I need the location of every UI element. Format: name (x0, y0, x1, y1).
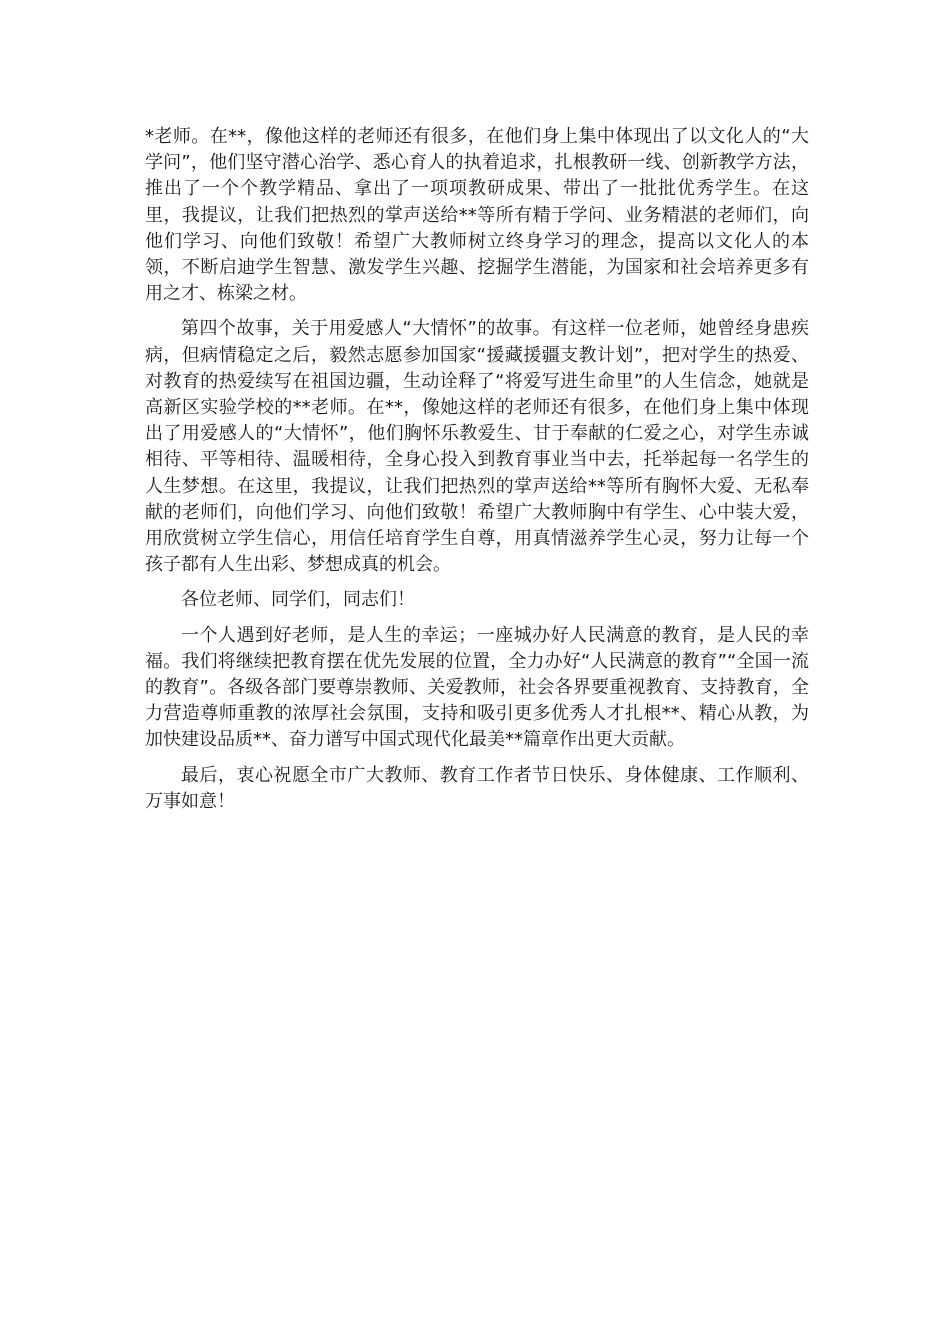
paragraph-good-teacher: 一个人遇到好老师，是人生的幸运；一座城办好人民满意的教育，是人民的幸福。我们将继续把教育摆在优先发展的位置，全力办好“人民满意的教育”“全国一流的教育”。各级各部门要尊崇教师、关爱教师，社会各界要重视教育、支持教育，全力营造尊师重教的浓厚社会氛围，支持和吸引更多优秀人才扎根**、精心从教，为加快建设品质**、奋力谱写中国式现代化最美**篇章作出更大贡献。 (145, 624, 809, 751)
document-body (145, 124, 809, 824)
paragraph-salutation: 各位老师、同学们，同志们！ (181, 589, 415, 611)
paragraph-fourth-story: 第四个故事，关于用爱感人“大情怀”的故事。有这样一位老师，她曾经身患疾病，但病情稳定之后，毅然志愿参加国家“援藏援疆支教计划”，把对学生的热爱、对教育的热爱续写在祖国边疆，生动诠释了“将爱写进生命里”的人生信念，她就是高新区实验学校的**老师。在**，像她这样的老师还有很多，在他们身上集中体现出了用爱感人的“大情怀”，他们胸怀乐教爱生、甘于奉献的仁爱之心，对学生赤诚相待、平等相待、温暖相待，全身心投入到教育事业当中去，托举起每一名学生的人生梦想。在这里，我提议，让我们把热烈的掌声送给**等所有胸怀大爱、无私奉献的老师们，向他们学习、向他们致敬！希望广大教师胸中有学生、心中装大爱，用欣赏树立学生信心，用信任培育学生自尊，用真情滋养学生心灵，努力让每一个孩子都有人生出彩、梦想成真的机会。 (145, 318, 809, 576)
paragraph-closing-wishes: 最后，衷心祝愿全市广大教师、教育工作者节日快乐、身体健康、工作顺利、万事如意！ (145, 764, 809, 812)
paragraph-continuation: *老师。在**，像他这样的老师还有很多，在他们身上集中体现出了以文化人的“大学问”，他们坚守潜心治学、悉心育人的执着追求，扎根教研一线、创新教学方法，推出了一个个教学精品、拿出了一项项教研成果、带出了一批批优秀学生。在这里，我提议，让我们把热烈的掌声送给**等所有精于学问、业务精湛的老师们，向他们学习、向他们致敬！希望广大教师树立终身学习的理念，提高以文化人的本领，不断启迪学生智慧、激发学生兴趣、挖掘学生潜能，为国家和社会培养更多有用之才、栋梁之材。 (145, 126, 809, 305)
